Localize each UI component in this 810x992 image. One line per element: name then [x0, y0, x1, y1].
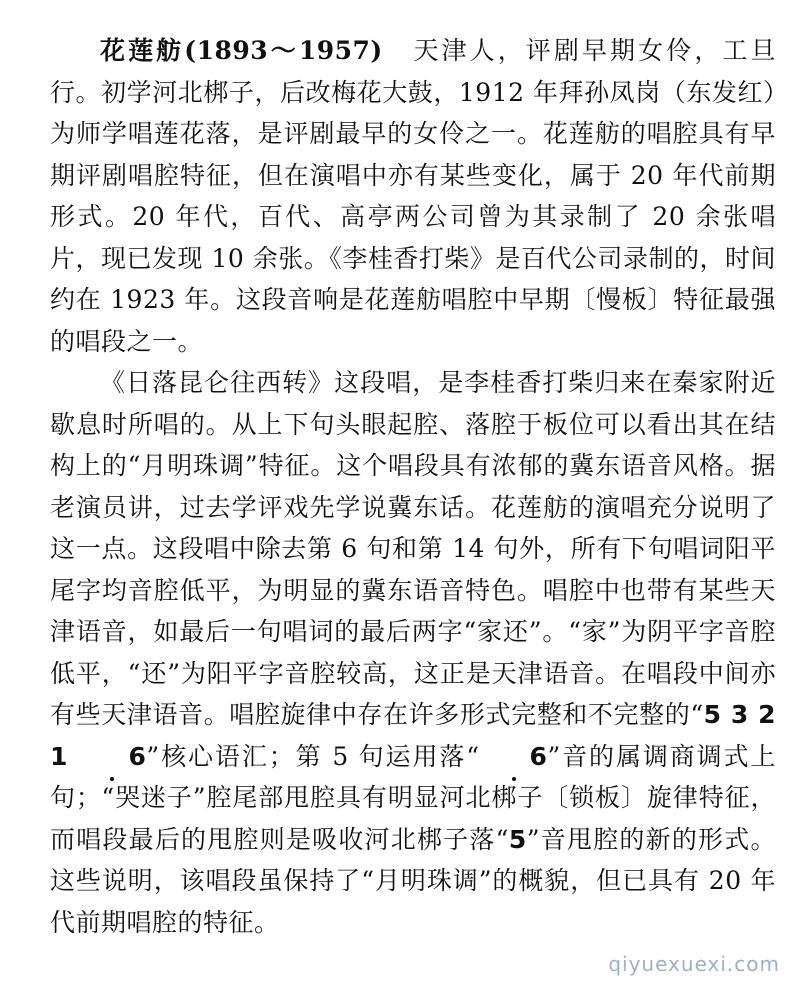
- performer-name-heading: 花莲舫(1893～1957): [100, 36, 383, 65]
- paragraph-2-text-b: ”核心语汇；第 5 句运用落“: [146, 741, 480, 771]
- paragraph-1-text: 天津人，评剧早期女伶，工旦行。初学河北梆子，后改梅花大鼓，1912 年拜孙凤岗（东发红）为师学唱莲花落，是评剧最早的女伶之一。花莲舫的唱腔具有早期评剧唱腔特征，但在演唱中亦有某些变化，属于 20 年代前期形式。20 年代，百代、高亭两公司曾为其录制了 20 余张唱片，现已发现 10 余张。《李桂香打柴》是百代公司录制的，时间约在 1923 年。这段音响是花莲舫唱腔中早期〔慢板〕特征最强的唱段之一。: [50, 36, 776, 356]
- core-notes: 5 3 2 1: [50, 700, 776, 771]
- paragraph-2: [50, 362, 776, 943]
- site-watermark: qiyuexuexi.com: [608, 952, 780, 976]
- paragraph-2-text-d: ”音甩腔的新的形式。这些说明，该唱段虽保持了“月明珠调”的概貌，但已具有 20 年代前期唱腔的特征。: [50, 824, 776, 937]
- cadence-note-five: 5: [508, 824, 527, 854]
- core-note-low-six: 6: [79, 736, 147, 778]
- paragraph-2-text-c: ”音的属调商调式上句；“哭迷子”腔尾部甩腔具有明显河北梆子〔锁板〕旋律特征，而唱段最后的甩腔则是吸收河北梆子落“: [50, 741, 776, 854]
- paragraph-1: [50, 30, 776, 362]
- cadence-note-low-six: 6: [480, 736, 548, 778]
- paragraph-2-text-a: 《日落昆仑往西转》这段唱，是李桂香打柴归来在秦家附近歇息时所唱的。从上下句头眼起腔、落腔于板位可以看出其在结构上的“月明珠调”特征。这个唱段具有浓郁的冀东语音风格。据老演员讲，过去学评戏先学说冀东话。花莲舫的演唱充分说明了这一点。这段唱中除去第 6 句和第 14 句外，所有下句唱词阳平尾字均音腔低平，为明显的冀东语音特色。唱腔中也带有某些天津语音，如最后一句唱词的最后两字“家还”。“家”为阴平字音腔低平，“还”为阳平字音腔较高，这正是天津语音。在唱段中间亦有些天津语音。唱腔旋律中存在许多形式完整和不完整的“: [50, 368, 776, 729]
- article-body: [50, 30, 776, 943]
